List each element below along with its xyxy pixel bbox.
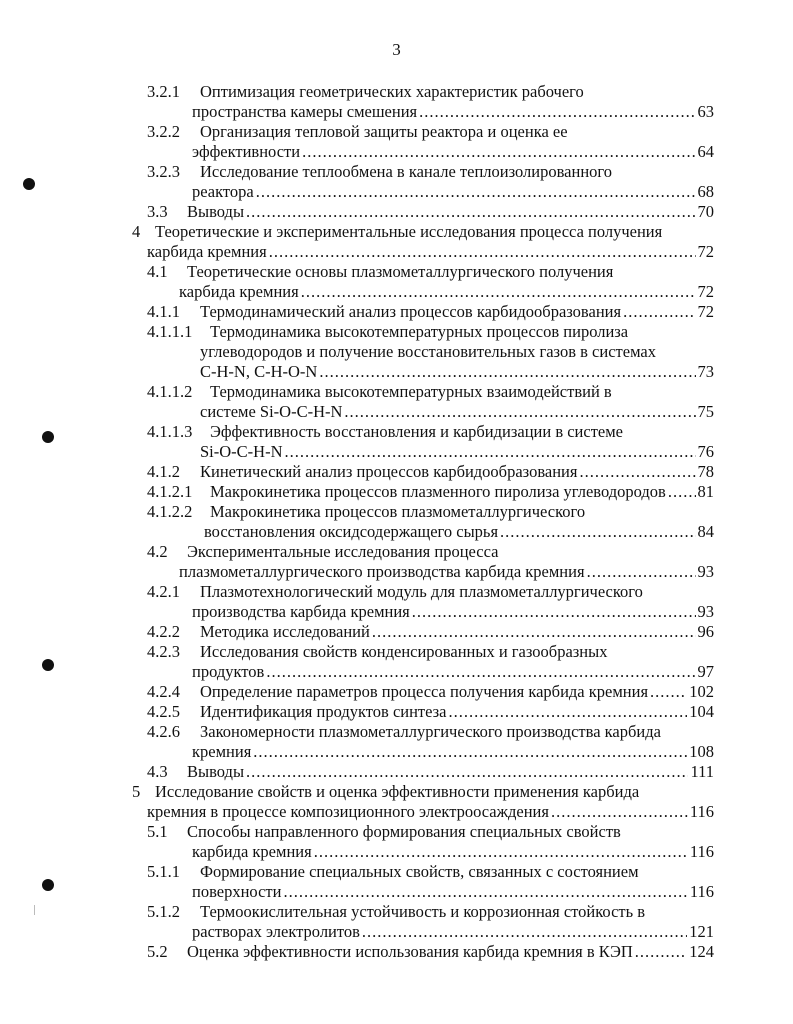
toc-entry-number: 5.1.1	[147, 862, 180, 881]
punch-hole-mark	[42, 879, 54, 891]
toc-entry-title: Термоокислительная устойчивость и коррозионная стойкость в	[200, 902, 646, 921]
dot-leader	[372, 622, 696, 642]
toc-page-number[interactable]: 64	[697, 142, 714, 161]
toc-entry-number: 4.1.1.2	[147, 382, 193, 401]
toc-entry-number: 4.2.1	[147, 582, 180, 601]
toc-entry[interactable]	[0, 642, 793, 682]
toc-entry[interactable]	[0, 422, 793, 462]
toc-entry-title: карбида кремния	[147, 242, 267, 261]
dot-leader	[344, 402, 695, 422]
toc-entry-title: реактора	[192, 182, 254, 201]
toc-page-number[interactable]: 111	[690, 762, 714, 781]
toc-entry-title: Формирование специальных свойств, связанных с состоянием	[200, 862, 639, 881]
toc-page-number[interactable]: 84	[697, 522, 714, 541]
dot-leader	[419, 102, 695, 122]
toc-page-number[interactable]: 68	[697, 182, 714, 201]
dot-leader	[301, 282, 696, 302]
toc-entry-number: 4.1.1.3	[147, 422, 193, 441]
toc-entry-title: Методика исследований	[200, 622, 370, 641]
toc-entry-number: 5.1	[147, 822, 168, 841]
dot-leader	[256, 182, 696, 202]
toc-entry-title: Определение параметров процесса получения карбида кремния	[200, 682, 649, 701]
toc-entry-number: 5	[132, 782, 141, 801]
toc-entry-title: Кинетический анализ процессов карбидообразования	[200, 462, 578, 481]
toc-entry-number: 3.2.1	[147, 82, 180, 101]
toc-entry-number: 3.3	[147, 202, 168, 221]
dot-leader	[650, 682, 687, 702]
toc-entry[interactable]	[0, 502, 793, 542]
toc-entry-title: пространства камеры смешения	[192, 102, 418, 121]
toc-entry-number: 4.2.2	[147, 622, 180, 641]
dot-leader	[253, 742, 687, 762]
toc-entry[interactable]	[0, 682, 793, 702]
toc-entry-number: 4	[132, 222, 141, 241]
toc-page-number[interactable]: 121	[689, 922, 714, 941]
toc-page-number[interactable]: 73	[697, 362, 714, 381]
toc-entry-number: 4.2.3	[147, 642, 180, 661]
toc-entry-number: 4.2.5	[147, 702, 180, 721]
toc-page-number[interactable]: 78	[697, 462, 714, 481]
toc-entry-title: Выводы	[187, 202, 245, 221]
toc-entry-title: C-H-N, C-H-O-N	[200, 362, 318, 381]
toc-entry[interactable]	[0, 542, 793, 582]
toc-entry-number: 4.3	[147, 762, 168, 781]
toc-entry[interactable]	[0, 942, 793, 962]
toc-entry-title: поверхности	[192, 882, 282, 901]
dot-leader	[302, 142, 695, 162]
scan-mark	[34, 905, 35, 915]
toc-page-number[interactable]: 72	[697, 242, 714, 261]
toc-entry-title: Выводы	[187, 762, 245, 781]
dot-leader	[587, 562, 696, 582]
toc-entry-title: Si-O-C-H-N	[200, 442, 283, 461]
toc-entry-title: Закономерности плазмометаллургического производства карбида	[200, 722, 661, 741]
toc-entry-title: кремния	[192, 742, 252, 761]
page-number: 3	[392, 40, 401, 59]
toc-entry-number: 5.2	[147, 942, 168, 961]
dot-leader	[668, 482, 696, 502]
toc-entry[interactable]	[0, 482, 793, 502]
toc-entry-number: 4.2.6	[147, 722, 180, 741]
toc-entry-title: Оптимизация геометрических характеристик рабочего	[200, 82, 584, 101]
toc-entry[interactable]	[0, 122, 793, 162]
dot-leader	[246, 762, 688, 782]
toc-entry-number: 3.2.2	[147, 122, 180, 141]
dot-leader	[266, 662, 695, 682]
toc-page-number[interactable]: 104	[689, 702, 714, 721]
toc-entry-number: 4.1.2.2	[147, 502, 193, 521]
toc-entry-number: 4.2	[147, 542, 168, 561]
toc-entry[interactable]	[0, 622, 793, 642]
toc-entry[interactable]	[0, 902, 793, 942]
toc-entry[interactable]	[0, 782, 793, 822]
toc-entry[interactable]	[0, 82, 793, 122]
toc-page-number[interactable]: 93	[697, 602, 714, 621]
dot-leader	[362, 922, 687, 942]
punch-hole-mark	[23, 178, 35, 190]
toc-entry-number: 3.2.3	[147, 162, 180, 181]
toc-page-number[interactable]: 96	[697, 622, 714, 641]
toc-entry-title: карбида кремния	[179, 282, 299, 301]
dot-leader	[579, 462, 695, 482]
dot-leader	[269, 242, 696, 262]
toc-entry[interactable]	[0, 222, 793, 262]
toc-entry-title: Термодинамика высокотемпературных взаимодействий в	[210, 382, 612, 401]
toc-entry[interactable]	[0, 382, 793, 422]
toc-page-number[interactable]: 72	[697, 282, 714, 301]
toc-entry-title: Термодинамический анализ процессов карбидообразования	[200, 302, 622, 321]
dot-leader	[412, 602, 696, 622]
toc-entry-title: Способы направленного формирования специальных свойств	[187, 822, 621, 841]
toc-entry-title: кремния в процессе композиционного электроосаждения	[147, 802, 549, 821]
toc-entry[interactable]	[0, 762, 793, 782]
toc-entry[interactable]	[0, 322, 793, 382]
toc-entry[interactable]	[0, 302, 793, 322]
dot-leader	[314, 842, 688, 862]
toc-page-number[interactable]: 93	[697, 562, 714, 581]
toc-entry[interactable]	[0, 162, 793, 202]
toc-entry-number: 4.2.4	[147, 682, 180, 701]
toc-entry-number: 5.1.2	[147, 902, 180, 921]
toc-entry-title: производства карбида кремния	[192, 602, 410, 621]
table-of-contents	[0, 82, 793, 962]
toc-entry-title: Оценка эффективности использования карбида кремния в КЭП	[187, 942, 633, 961]
toc-entry-title: Исследование теплообмена в канале теплоизолированного	[200, 162, 613, 181]
toc-entry-title: системе Si-O-C-H-N	[200, 402, 343, 421]
toc-entry-title: Теоретические и экспериментальные исследования процесса получения	[155, 222, 663, 241]
toc-entry-title: продуктов	[192, 662, 265, 681]
toc-entry-title: Исследование свойств и оценка эффективности применения карбида	[155, 782, 640, 801]
toc-page-number[interactable]: 72	[697, 302, 714, 321]
toc-entry-number: 4.1	[147, 262, 168, 281]
toc-page-number[interactable]: 75	[697, 402, 714, 421]
toc-entry-title: Эффективность восстановления и карбидизации в системе	[210, 422, 624, 441]
toc-page-number[interactable]: 124	[689, 942, 714, 961]
toc-page-number[interactable]: 116	[689, 802, 714, 821]
toc-entry-title: Исследования свойств конденсированных и газообразных	[200, 642, 608, 661]
toc-entry-title: эффективности	[192, 142, 301, 161]
toc-entry-title: Организация тепловой защиты реактора и оценка ее	[200, 122, 568, 141]
toc-entry-title: Макрокинетика процессов плазмометаллургического	[210, 502, 586, 521]
toc-entry[interactable]	[0, 862, 793, 902]
toc-page-number[interactable]: 63	[697, 102, 714, 121]
toc-entry[interactable]	[0, 702, 793, 722]
toc-page-number[interactable]: 108	[689, 742, 714, 761]
toc-entry-title: Теоретические основы плазмометаллургического получения	[187, 262, 614, 281]
dot-leader	[500, 522, 695, 542]
toc-entry-number: 4.1.2.1	[147, 482, 193, 501]
toc-page-number[interactable]: 70	[697, 202, 714, 221]
dot-leader	[283, 882, 687, 902]
dot-leader	[449, 702, 688, 722]
dot-leader	[623, 302, 695, 322]
toc-entry[interactable]	[0, 202, 793, 222]
toc-entry-title: восстановления оксидсодержащего сырья	[204, 522, 499, 541]
toc-page-number[interactable]: 116	[689, 882, 714, 901]
dot-leader	[319, 362, 695, 382]
toc-entry[interactable]	[0, 262, 793, 302]
toc-page-number[interactable]: 116	[689, 842, 714, 861]
toc-entry-number: 4.1.1	[147, 302, 180, 321]
dot-leader	[246, 202, 695, 222]
toc-entry-title: углеводородов и получение восстановительных газов в системах	[200, 342, 656, 361]
dot-leader	[285, 442, 696, 462]
toc-entry-title: Макрокинетика процессов плазменного пиролиза углеводородов	[210, 482, 666, 501]
toc-entry[interactable]	[0, 582, 793, 622]
toc-entry-title: карбида кремния	[192, 842, 312, 861]
toc-entry-title: растворах электролитов	[192, 922, 360, 941]
toc-page-number[interactable]: 102	[689, 682, 714, 701]
punch-hole-mark	[42, 659, 54, 671]
toc-entry-title: Идентификация продуктов синтеза	[200, 702, 447, 721]
dot-leader	[551, 802, 688, 822]
toc-entry-title: плазмометаллургического производства карбида кремния	[179, 562, 585, 581]
toc-page-number[interactable]: 81	[697, 482, 714, 501]
toc-entry-number: 4.1.1.1	[147, 322, 193, 341]
toc-entry[interactable]	[0, 722, 793, 762]
toc-page-number[interactable]: 76	[697, 442, 714, 461]
toc-entry[interactable]	[0, 822, 793, 862]
toc-entry[interactable]	[0, 462, 793, 482]
toc-entry-number: 4.1.2	[147, 462, 180, 481]
toc-entry-title: Плазмотехнологический модуль для плазмометаллургического	[200, 582, 643, 601]
toc-page-number[interactable]: 97	[697, 662, 714, 681]
dot-leader	[635, 942, 687, 962]
punch-hole-mark	[42, 431, 54, 443]
toc-entry-title: Экспериментальные исследования процесса	[187, 542, 499, 561]
toc-entry-title: Термодинамика высокотемпературных процессов пиролиза	[210, 322, 629, 341]
